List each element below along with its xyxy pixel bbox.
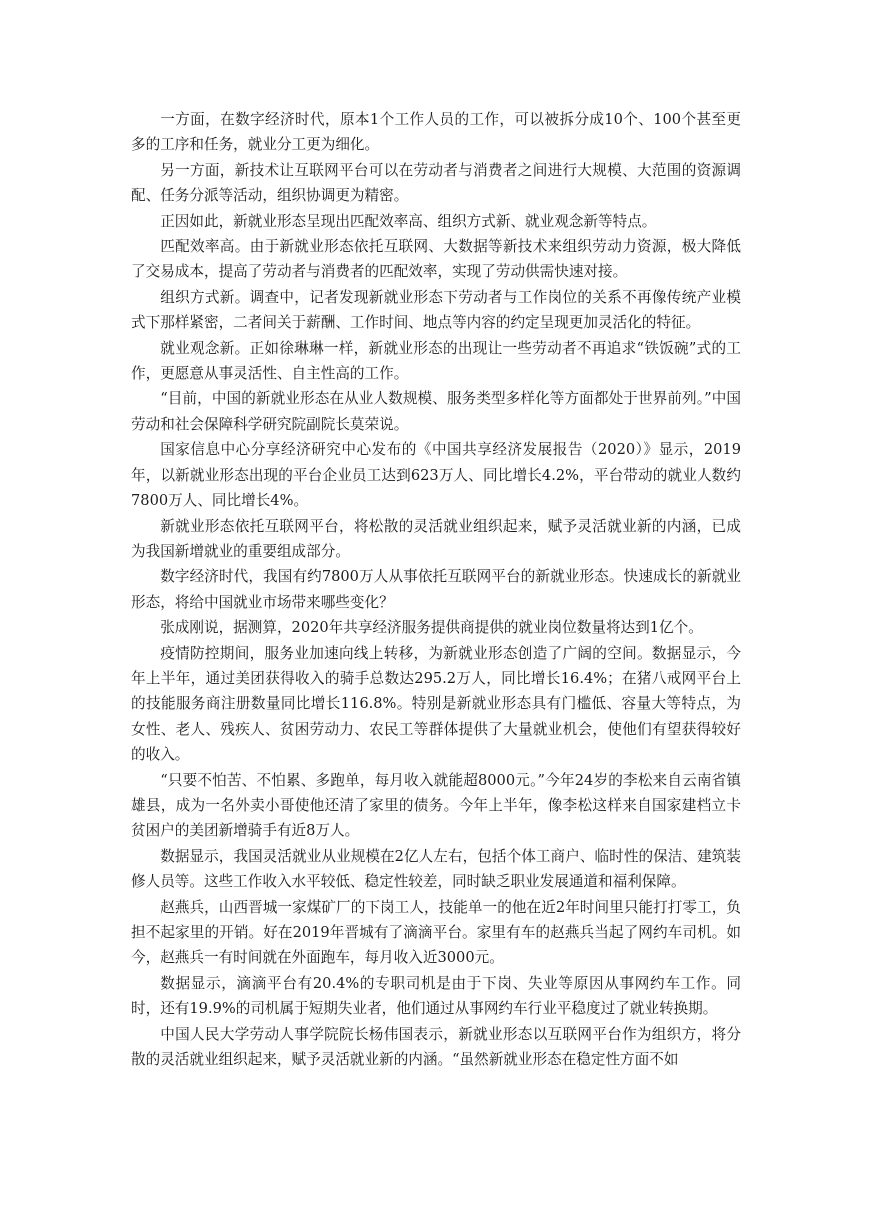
paragraph: 另一方面，新技术让互联网平台可以在劳动者与消费者之间进行大规模、大范围的资源调配、任务分派等活动，组织协调更为精密。 bbox=[131, 161, 741, 205]
paragraph: “目前，中国的新就业形态在从业人数规模、服务类型多样化等方面都处于世界前列。”中国劳动和社会保障科学研究院副院长莫荣说。 bbox=[131, 390, 741, 433]
paragraph: 疫情防控期间，服务业加速向线上转移，为新就业形态创造了广阔的空间。数据显示，今年上半年，通过美团获得收入的骑手总数达295.2万人，同比增长16.4%；在猪八戒网平台上的技能服务商注册数量同比增长116.8%。特别是新就业形态具有门槛低、容量大等特点，为女性、老人、残疾人、贫困劳动力、农民工等群体提供了大量就业机会，使他们有望获得较好的收入。 bbox=[131, 644, 741, 764]
paragraph: “只要不怕苦、不怕累、多跑单，每月收入就能超8000元。”今年24岁的李松来自云南省镇雄县，成为一名外卖小哥使他还清了家里的债务。今年上半年，像李松这样来自国家建档立卡贫困户的美团新增骑手有近8万人。 bbox=[131, 771, 741, 840]
paragraph: 匹配效率高。由于新就业形态依托互联网、大数据等新技术来组织劳动力资源，极大降低了交易成本，提高了劳动者与消费者的匹配效率，实现了劳动供需快速对接。 bbox=[131, 238, 741, 281]
paragraph: 一方面，在数字经济时代，原本1个工作人员的工作，可以被拆分成10个、100个甚至更多的工序和任务，就业分工更为细化。 bbox=[131, 111, 741, 154]
paragraph: 数据显示，我国灵活就业从业规模在2亿人左右，包括个体工商户、临时性的保洁、建筑装修人员等。这些工作收入水平较低、稳定性较差，同时缺乏职业发展通道和福利保障。 bbox=[131, 847, 741, 891]
paragraph: 张成刚说，据测算，2020年共享经济服务提供商提供的就业岗位数量将达到1亿个。 bbox=[160, 619, 703, 637]
paragraph: 正因如此，新就业形态呈现出匹配效率高、组织方式新、就业观念新等特点。 bbox=[160, 212, 657, 230]
paragraph: 国家信息中心分享经济研究中心发布的《中国共享经济发展报告（2020）》显示，2019年，以新就业形态出现的平台企业员工达到623万人、同比增长4.2%，平台带动的就业人数约7800万人、同比增长4%。 bbox=[131, 441, 741, 510]
paragraph: 组织方式新。调查中，记者发现新就业形态下劳动者与工作岗位的关系不再像传统产业模式下那样紧密，二者间关于薪酬、工作时间、地点等内容的约定呈现更加灵活化的特征。 bbox=[131, 288, 741, 332]
paragraph: 赵燕兵，山西晋城一家煤矿厂的下岗工人，技能单一的他在近2年时间里只能打打零工，负担不起家里的开销。好在2019年晋城有了滴滴平台。家里有车的赵燕兵当起了网约车司机。如今，赵燕兵一有时间就在外面跑车，每月收入近3000元。 bbox=[131, 898, 741, 967]
paragraph: 数字经济时代，我国有约7800万人从事依托互联网平台的新就业形态。快速成长的新就业形态，将给中国就业市场带来哪些变化？ bbox=[131, 568, 741, 611]
paragraph: 就业观念新。正如徐琳琳一样，新就业形态的出现让一些劳动者不再追求“铁饭碗”式的工作，更愿意从事灵活性、自主性高的工作。 bbox=[131, 339, 741, 383]
paragraph: 新就业形态依托互联网平台，将松散的灵活就业组织起来，赋予灵活就业新的内涵，已成为我国新增就业的重要组成部分。 bbox=[131, 517, 741, 560]
article-body bbox=[131, 107, 741, 1072]
paragraph: 中国人民大学劳动人事学院院长杨伟国表示，新就业形态以互联网平台作为组织方，将分散的灵活就业组织起来，赋予灵活就业新的内涵。“虽然新就业形态在稳定性方面不如 bbox=[131, 1025, 741, 1069]
paragraph: 数据显示，滴滴平台有20.4%的专职司机是由于下岗、失业等原因从事网约车工作。同时，还有19.9%的司机属于短期失业者，他们通过从事网约车行业平稳度过了就业转换期。 bbox=[131, 974, 741, 1018]
